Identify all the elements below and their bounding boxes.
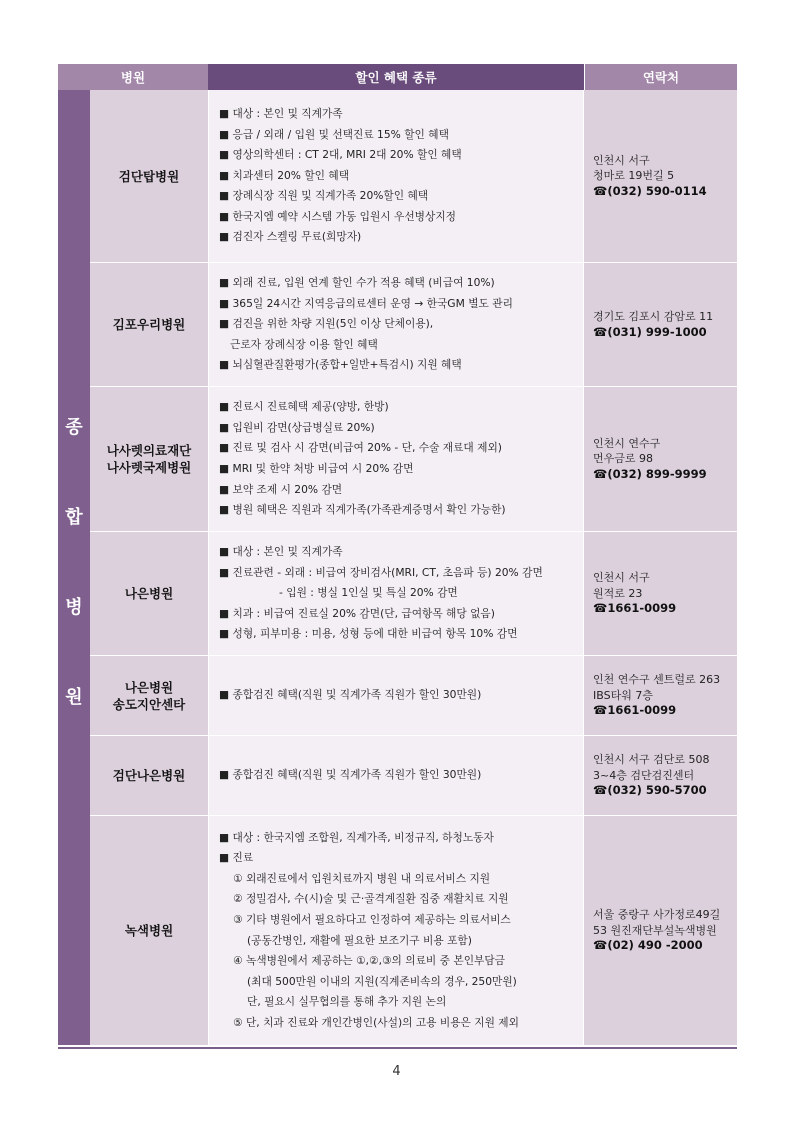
benefit-item: ⑤ 단, 치과 진료와 개인간병인(사설)의 고용 비용은 지원 제외 [233,1015,519,1029]
table-row [90,262,737,386]
benefit-list [208,656,584,735]
benefit-item: 단, 필요시 실무협의를 통해 추가 지원 논의 [247,995,447,1009]
benefit-item: (공동간병인, 재활에 필요한 보조기구 비용 포함) [247,933,472,947]
benefit-item: ■ 진료 [219,851,254,865]
benefit-item: ■ 치과센터 20% 할인 혜택 [219,168,350,182]
address-line: 인천시 서구 [593,571,650,585]
benefit-list [208,387,584,531]
address-line: 먼우금로 98 [593,452,653,466]
benefit-item: ■ 검진자 스켈링 무료(희망자) [219,230,362,244]
header-hospital: 병원 [58,64,208,90]
table-row [90,386,737,531]
benefit-list [208,90,584,262]
benefit-item: ■ 영상의학센터 : CT 2대, MRI 2대 20% 할인 혜택 [219,148,462,162]
category-char: 종 [65,417,83,438]
table-row [90,531,737,655]
hospital-name-line: 나사렛국제병원 [106,460,192,475]
address-line: 서울 중랑구 사가정로49길 [593,908,721,922]
benefit-item: - 입원 : 병실 1인실 및 특실 20% 감면 [279,586,458,600]
hospital-name-line: 나은병원 [124,586,174,601]
category-char: 병 [65,597,83,618]
hospital-name-line: 검단나은병원 [112,768,186,783]
header-contact: 연락처 [584,64,737,90]
benefit-list [208,263,584,386]
benefit-item: ■ 대상 : 본인 및 직계가족 [219,106,343,120]
address-line: 인천 연수구 센트럴로 263 [593,673,721,687]
contact-info [584,90,737,262]
benefit-item: ■ 진료 및 검사 시 감면(비급여 20% - 단, 수술 재료대 제외) [219,441,502,455]
address-line: 원적로 23 [593,586,643,600]
benefit-item: ■ 365일 24시간 지역응급의료센터 운영 → 한국GM 별도 관리 [219,296,513,310]
address-line: 53 원진재단부설녹색병원 [593,923,717,937]
benefit-item: ■ 종합검진 혜택(직원 및 직계가족 직원가 할인 30만원) [219,768,482,782]
hospital-name-line: 송도지안센타 [112,696,186,712]
benefit-item: 근로자 장례식장 이용 할인 혜택 [230,337,378,351]
benefit-item: ■ 종합검진 혜택(직원 및 직계가족 직원가 할인 30만원) [219,688,482,702]
contact-info [584,263,737,386]
phone-number: ☎(032) 899-9999 [593,466,707,481]
benefit-item: ■ 치과 : 비급여 진료실 20% 감면(단, 급여항목 해당 없음) [219,606,495,620]
phone-number: ☎(032) 590-0114 [593,183,707,198]
hospital-name [90,263,208,386]
phone-number: ☎(032) 590-5700 [593,783,707,798]
benefit-item: ■ 대상 : 본인 및 직계가족 [219,545,343,559]
benefit-item: ■ 진료시 진료혜택 제공(양방, 한방) [219,400,389,414]
benefit-item: ① 외래진료에서 입원치료까지 병원 내 의료서비스 지원 [233,871,491,885]
page-number: 4 [392,1064,401,1079]
table-row [90,655,737,735]
hospital-benefits-table [58,64,737,1049]
address-line: 인천시 서구 검단로 508 [593,753,710,767]
contact-info [584,656,737,735]
benefit-item: ■ 외래 진료, 입원 연계 할인 수가 적용 혜택 (비급여 10%) [219,276,495,290]
benefit-item: ④ 녹색병원에서 제공하는 ①,②,③의 의료비 중 본인부담금 [233,954,505,968]
address-line: 경기도 김포시 감암로 11 [593,310,714,323]
contact-info [584,532,737,655]
hospital-name-line: 김포우리병원 [112,317,186,332]
hospital-name-line: 녹색병원 [124,923,174,938]
benefit-item: ■ 대상 : 한국지엠 조합원, 직계가족, 비정규직, 하청노동자 [219,830,494,844]
benefit-item: ③ 기타 병원에서 필요하다고 인정하여 제공하는 의료서비스 [233,912,511,926]
address-line: 인천시 연수구 [593,436,661,450]
benefit-item: ■ 보약 조제 시 20% 감면 [219,482,343,496]
category-general-hospital [58,90,90,1045]
benefit-item: ■ 검진을 위한 차량 지원(5인 이상 단체이용), [219,317,434,331]
phone-number: ☎(031) 999-1000 [593,324,707,339]
table-row [90,735,737,815]
hospital-name [90,90,208,262]
benefit-list [208,736,584,815]
hospital-name [90,387,208,531]
hospital-name [90,656,208,735]
address-line: 청마로 19번길 5 [593,169,675,183]
contact-info [584,736,737,815]
benefit-item: ■ 성형, 피부미용 : 미용, 성형 등에 대한 비급여 항목 10% 감면 [219,627,518,641]
address-line: 인천시 서구 [593,153,650,167]
benefit-list [208,532,584,655]
benefit-item: ■ MRI 및 한약 처방 비급여 시 20% 감면 [219,462,414,475]
address-line: 3~4층 검단검진센터 [593,768,695,782]
contact-info [584,387,737,531]
category-char: 원 [65,687,83,708]
contact-info [584,816,737,1045]
hospital-name-line: 검단탑병원 [118,168,180,184]
table-row [90,815,737,1045]
benefit-item: ② 정밀검사, 수(시)술 및 근·골격계질환 집중 재활치료 지원 [233,892,509,906]
benefit-item: ■ 응급 / 외래 / 입원 및 선택진료 15% 할인 혜택 [219,127,449,141]
phone-number: ☎1661-0099 [593,601,677,616]
hospital-name [90,736,208,815]
phone-number: ☎1661-0099 [593,703,677,718]
benefit-item: ■ 진료관련 - 외래 : 비급여 장비검사(MRI, CT, 초음파 등) 20% 감면 [219,565,543,579]
benefit-list [208,816,584,1045]
hospital-name-line: 나사렛의료재단 [106,443,192,458]
benefit-item: ■ 병원 혜택은 직원과 직계가족(가족관계증명서 확인 가능한) [219,503,506,517]
benefit-item: ■ 뇌심혈관질환평가(종합+일반+특검시) 지원 혜택 [219,358,462,372]
hospital-name [90,816,208,1045]
benefit-item: (최대 500만원 이내의 지원(직계존비속의 경우, 250만원) [247,974,517,988]
table-row [90,90,737,262]
benefit-item: ■ 입원비 감면(상급병실료 20%) [219,420,375,434]
category-char: 합 [65,507,83,528]
header-benefit: 할인 혜택 종류 [208,64,584,90]
hospital-name-line: 나은병원 [124,679,174,695]
address-line: IBS타워 7층 [593,688,653,702]
benefit-item: ■ 장례식장 직원 및 직계가족 20%할인 혜택 [219,189,429,203]
phone-number: ☎(02) 490 -2000 [593,938,703,953]
hospital-name [90,532,208,655]
benefit-item: ■ 한국지엠 예약 시스템 가동 입원시 우선병상지정 [219,209,456,223]
